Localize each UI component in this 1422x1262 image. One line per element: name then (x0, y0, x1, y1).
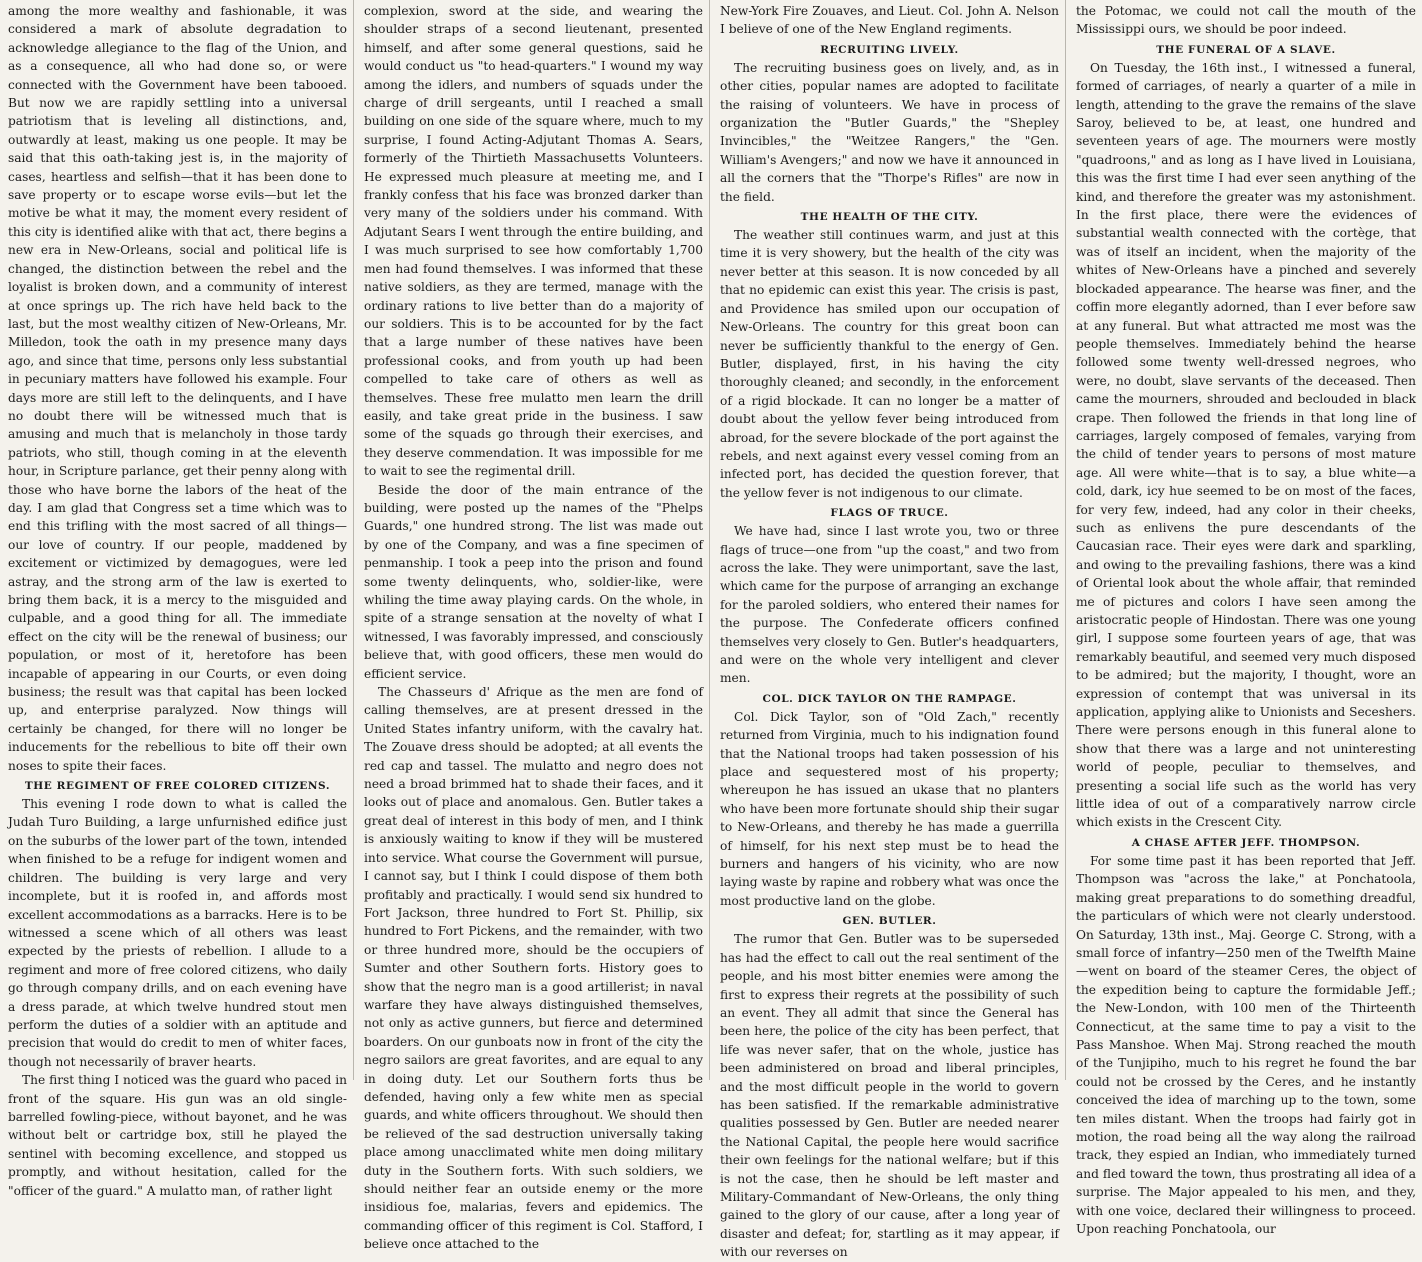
paragraph: On Tuesday, the 16th inst., I witnessed a funeral, formed of carriages, of nearly a quarter of a mile in length, attending to the grave the remains of the slave Saroy, believed to be, at least, one hundred and seventeen years of age. The mourners were mostly "quadroons," and as long as I have lived in Louisiana, this was the first time I had ever seen anything of the kind, and therefore the greater was my astonishment. In the first place, there were the evidences of substantial wealth connected with the cortège, that was of itself an incident, when the majority of the whites of New-Orleans have a pinched and severely blockaded appearance. The hearse was finer, and the coffin more elegantly adorned, than I ever before saw at any funeral. But what attracted me most was the people themselves. Immediately behind the hearse followed some twenty well-dressed negroes, who were, no doubt, slave servants of the deceased. Then came the mourners, shrouded and beclouded in black crape. Then followed the friends in that long line of carriages, largely composed of females, varying from the child of tender years to persons of most mature age. All were white—that is to say, a blue white—a cold, dark, icy hue seemed to be on most of the faces, for very few, indeed, had any color in their cheeks, such as enlivens the pure descendants of the Caucasian race. Their eyes were dark and sparkling, and owing to the prevailing fashions, there was a kind of Oriental look about the whole affair, that reminded me of pictures and colors I have seen among the aristocratic people of Hindostan. There was one young girl, I suppose some fourteen years of age, that was remarkably beautiful, and seemed very much disposed to be admired; but the majority, I thought, wore an expression of contempt that was universal in its application, applying alike to Unionists and Seceshers. There were persons enough in this funeral alone to show that there was a large and not uninteresting world of people, peculiar to themselves, and presenting a social life such as the world has very little idea of out of a comparatively narrow circle which exists in the Crescent City. (1076, 60, 1416, 830)
paragraph: The rumor that Gen. Butler was to be superseded has had the effect to call out the real sentiment of the people, and his most bitter enemies were among the first to express their regrets at the possibility of such an event. They all admit that since the General has been here, the police of the city has been perfect, that life was never safer, that on the whole, justice has been administered on broad and liberal principles, and the most difficult people in the world to govern has been satisfied. If the remarkable administrative qualities possessed by Gen. Butler are needed nearer the National Capital, the people here would sacrifice their own feelings for the national welfare; but if this is not the case, then he should be left master and Military-Commandant of New-Orleans, the only thing gained to the glory of our cause, after a long year of disaster and defeat; for, startling as it may appear, if with our reverses on (720, 932, 1059, 1260)
section-heading: A CHASE AFTER JEFF. THOMPSON. (1131, 836, 1361, 849)
paragraph: The recruiting business goes on lively, and, as in other cities, popular names are adopted to facilitate the raising of volunteers. We have in process of organization the "Butler Guards," the "Shepley Invincibles," the "Weitzee Rangers," the "Gen. William's Avengers;" and now we have it announced in all the corners that the "Thorpe's Rifles" are now in the field. (720, 60, 1059, 204)
section-heading: RECRUITING LIVELY. (820, 43, 959, 56)
paragraph: The weather still continues warm, and just at this time it is very showery, but the health of the city was never better at this season. It is now conceded by all that no epidemic can exist this year. The crisis is past, and Providence has smiled upon our occupation of New-Orleans. The country for this great boon can never be sufficiently thankful to the energy of Gen. Butler, displayed, first, in his having the city thoroughly cleaned; and secondly, in the enforcement of a rigid blockade. It can no longer be a matter of doubt about the yellow fever being introduced from abroad, for the severe blockade of the port against the rebels, and next against every vessel coming from an infected port, has decided the question forever, that the yellow fever is not indigenous to our climate. (720, 228, 1059, 500)
column-1 (2, 0, 354, 1198)
paragraph: The Chasseurs d' Afrique as the men are fond of calling themselves, are at present dressed in the United States infantry uniform, with the cavalry hat. The Zouave dress should be adopted; at all events the red cap and tassel. The mulatto and negro does not need a broad brimmed hat to shade their faces, and it looks out of place and anomalous. Gen. Butler takes a great deal of interest in this body of men, and I think is anxiously waiting to know if they will be mustered into service. What course the Government will pursue, I cannot say, but I think I could dispose of them both profitably and practically. I would send six hundred to Fort Jackson, three hundred to Fort St. Phillip, six hundred to Fort Pickens, and the remainder, with two or three hundred more, should be the occupiers of Sumter and other Southern forts. History goes to show that the negro man is a good artillerist; in naval warfare they have always distinguished themselves, not only as active gunners, but fierce and determined boarders. On our gunboats now in front of the city the negro sailors are great favorites, and are equal to any in doing duty. Let our Southern forts thus be defended, having only a few white men as special guards, and white officers throughout. We should then be relieved of the sad destruction universally taking place among unacclimated white men doing military duty in the Southern forts. With such soldiers, we should neither fear an outside enemy or the more insidious foe, malarias, fevers and epidemics. The commanding officer of this regiment is Col. Stafford, I believe once attached to the (364, 685, 703, 1252)
section-heading: THE REGIMENT OF FREE COLORED CITIZENS. (24, 780, 331, 793)
paragraph: For some time past it has been reported that Jeff. Thompson was "across the lake," at Ponchatoola, making great preparations to do something dreadful, the particulars of which were not clearly understood. On Saturday, 13th inst., Maj. George C. Strong, with a small force of infantry—250 men of the Twelfth Maine—went on board of the steamer Ceres, the object of the expedition being to capture the formidable Jeff.; the New-London, with 100 men of the Thirteenth Connecticut, at the same time to pay a visit to the Pass Manshoe. When Maj. Strong reached the mouth of the Tunjipiho, much to his regret he found the bar could not be crossed by the Ceres, and he instantly conceived the idea of marching up to the town, some ten miles distant. When the troops had fairly got in motion, the road being all the way along the railroad track, they espied an Indian, who immediately turned and fled toward the town, thus prostrating all idea of a surprise. The Major appealed to his men, and they, with one voice, declared their willingness to proceed. Upon reaching Ponchatoola, our (1076, 853, 1416, 1236)
paragraph: complexion, sword at the side, and wearing the shoulder straps of a second lieutenant, presented himself, and after some general questions, said he would conduct us "to head-quarters." I wound my way among the idlers, and numbers of squads under the charge of drill sergeants, until I reached a small building on one side of the square where, much to my surprise, I found Acting-Adjutant Thomas A. Sears, formerly of the Thirtieth Massachusetts Volunteers. He expressed much pleasure at meeting me, and I frankly confess that his face was bronzed darker than very many of the soldiers under his command. With Adjutant Sears I went through the entire building, and I was much surprised to see how comfortably 1,700 men had found themselves. I was informed that these native soldiers, as they are termed, manage with the ordinary rations to live better than do a majority of our soldiers. This is to be accounted for by the fact that a large number of these natives have been professional cooks, and from youth up had been compelled to take care of others as well as themselves. These free mulatto men learn the drill easily, and take great pride in the business. I saw some of the squads go through their exercises, and they deserve commendation. It was impossible for me to wait to see the regimental drill. (364, 4, 703, 479)
section-heading: FLAGS OF TRUCE. (830, 507, 949, 520)
section-heading: THE HEALTH OF THE CITY. (800, 211, 979, 224)
paragraph: New-York Fire Zouaves, and Lieut. Col. John A. Nelson I believe of one of the New England regiments. (720, 4, 1059, 37)
section-heading: THE FUNERAL OF A SLAVE. (1156, 43, 1336, 56)
section-heading: GEN. BUTLER. (842, 915, 937, 928)
paragraph: among the more wealthy and fashionable, it was considered a mark of absolute degradation to acknowledge allegiance to the flag of the Union, and as a consequence, all who had done so, or were connected with the Government have been tabooed. But now we are rapidly settling into a universal patriotism that is leveling all distinctions, and, outwardly at least, making us one people. It may be said that this oath-taking jest is, in the majority of cases, heartless and selfish—that it has been done to save property or to escape worse evils—but let the motive be what it may, the moment every resident of this city is identified alike with that act, there begins a new era in New-Orleans, social and political life is changed, the distinction between the rebel and the loyalist is broken down, and a community of interest at once springs up. The rich have held back to the last, but the most wealthy citizen of New-Orleans, Mr. Milledon, took the oath in my presence many days ago, and since that time, persons only less substantial in pecuniary matters have followed his example. Four days more are still left to the delinquents, and I have no doubt there will be witnessed much that is amusing and much that is melancholy in those tardy patriots, who still, though coming in at the eleventh hour, in Scripture parlance, get their penny along with those who have borne the labors of the heat of the day. I am glad that Congress set a time which was to end this trifling with the most sacred of all things—our love of country. If our people, maddened by excitement or victimized by demagogues, were led astray, and the strong arm of the law is exerted to bring them back, it is a mercy to the misguided and culpable, and a good thing for all. The immediate effect on the city will be the renewal of business; our population, or most of it, heretofore has been incapable of appearing in our Courts, or even doing business; the result was that capital has been locked up, and enterprise paralyzed. Now things will certainly be changed, for there will no longer be inducements for the rebellious to bite off their own noses to spite their faces. (8, 4, 347, 773)
section-heading: COL. DICK TAYLOR ON THE RAMPAGE. (762, 692, 1017, 705)
paragraph: the Potomac, we could not call the mouth of the Mississippi ours, we should be poor indeed. (1076, 4, 1416, 37)
paragraph: We have had, since I last wrote you, two or three flags of truce—one from "up the coast," and two from across the lake. They were unimportant, save the last, which came for the purpose of arranging an exchange for the paroled soldiers, who entered their names for the purpose. The Confederate officers confined themselves very closely to Gen. Butler's headquarters, and were on the whole very intelligent and clever men. (720, 524, 1059, 686)
column-3 (714, 0, 1066, 1260)
paragraph: Beside the door of the main entrance of the building, were posted up the names of the "Phelps Guards," one hundred strong. The list was made out by one of the Company, and was a fine specimen of penmanship. I took a peep into the prison and found some twenty delinquents, who, soldier-like, were whiling the time away playing cards. On the whole, in spite of a strange sensation at the novelty of what I witnessed, I was favorably impressed, and consciously believe that, with good officers, these men would do efficient service. (364, 482, 703, 681)
column-4 (1070, 0, 1422, 1236)
paragraph: The first thing I noticed was the guard who paced in front of the square. His gun was an old single-barrelled fowling-piece, without bayonet, and he was without belt or cartridge box, still he played the sentinel with becoming excellence, and stopped us promptly, and without hesitation, called for the "officer of the guard." A mulatto man, of rather light (8, 1073, 347, 1198)
column-2 (358, 0, 710, 1252)
paragraph: This evening I rode down to what is called the Judah Turo Building, a large unfurnished edifice just on the suburbs of the lower part of the town, intended when finished to be a refuge for indigent women and children. The building is very large and very incomplete, but it is roofed in, and affords most excellent accommodations as a barracks. Here is to be witnessed a scene which of all others was least expected by the priests of rebellion. I allude to a regiment and more of free colored citizens, who daily go through company drills, and on each evening have a dress parade, at which twelve hundred stout men perform the duties of a soldier with an aptitude and precision that would do credit to men of whiter faces, though not necessarily of braver hearts. (8, 797, 347, 1069)
paragraph: Col. Dick Taylor, son of "Old Zach," recently returned from Virginia, much to his indignation found that the National troops had taken possession of his place and sequestered most of his property; whereupon he has issued an ukase that no planters who have been more fortunate should ship their sugar to New-Orleans, and thereby he has made a guerrilla of himself, for his next step must be to head the burners and hangers of his vicinity, who are now laying waste by rapine and robbery what was once the most productive land on the globe. (720, 709, 1059, 908)
